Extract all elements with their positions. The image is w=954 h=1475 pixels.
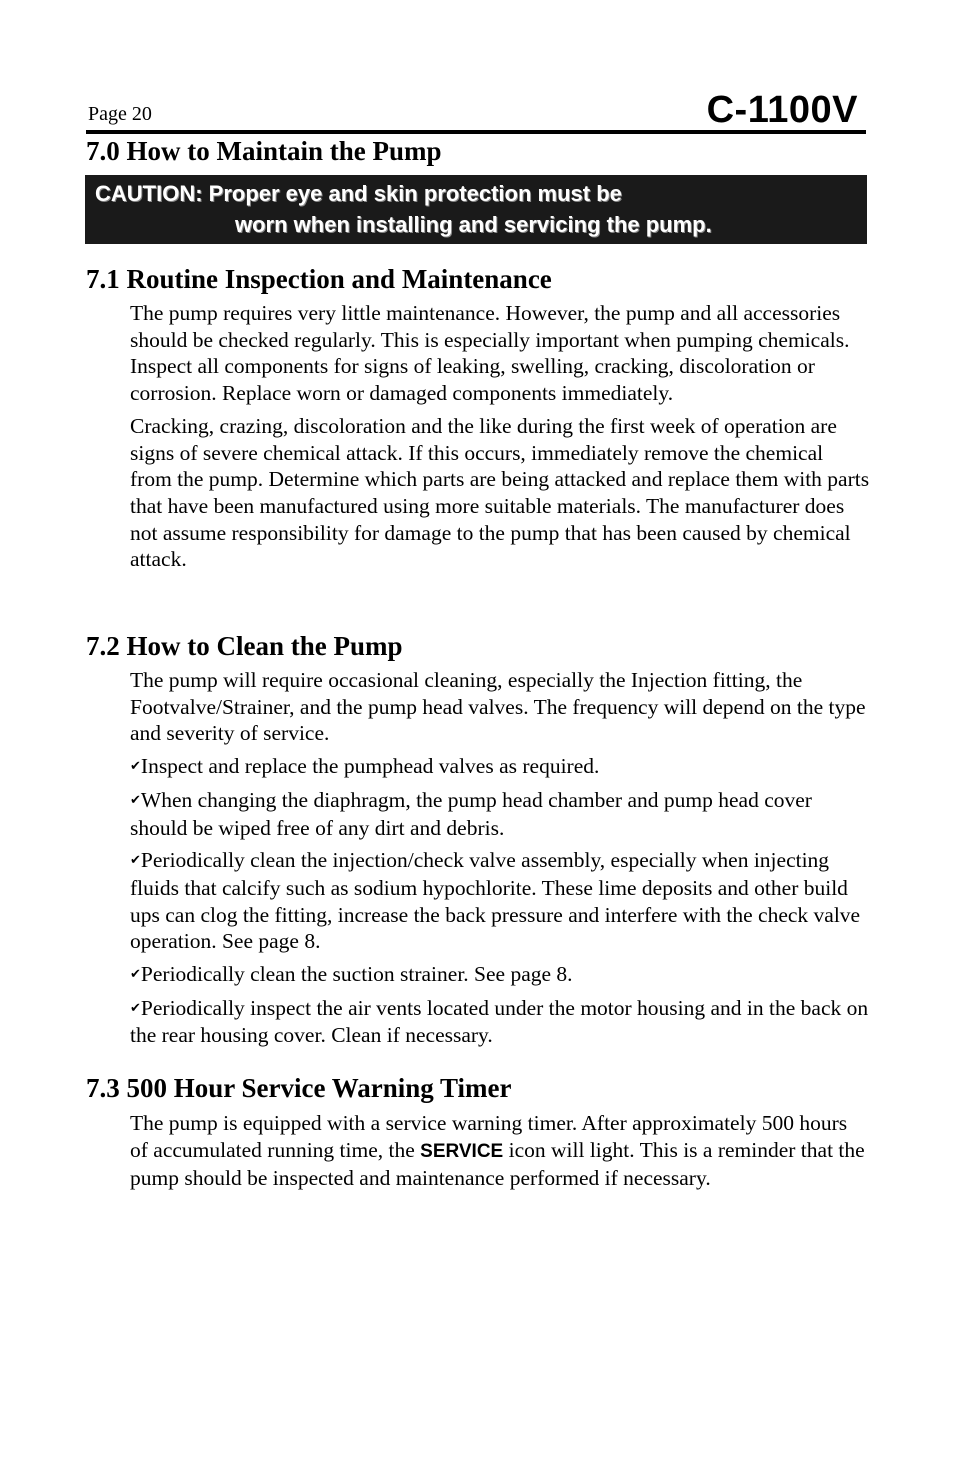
- paragraph: Cracking, crazing, discoloration and the like during the first week of operation are signs of severe chemical attack. If this occurs, immediately remove the chemical from the pump. Determine which parts are being attacked and replace them with parts that have been manufactured using more suitable materials. The manufacturer does not assume responsibility for damage to the pump that has been caused by chemical attack.: [130, 413, 870, 572]
- caution-line-1: CAUTION: Proper eye and skin protection must be: [95, 181, 622, 206]
- page-number: Page 20: [88, 103, 152, 125]
- list-item: ✔When changing the diaphragm, the pump head chamber and pump head cover should be wiped free of any dirt and debris.: [130, 787, 812, 840]
- section-7-1-title: 7.1 Routine Inspection and Maintenance: [86, 264, 552, 294]
- page-header: [86, 80, 866, 134]
- section-7-2-title: 7.2 How to Clean the Pump: [86, 631, 403, 661]
- caution-banner: [85, 175, 867, 244]
- check-icon: ✔: [130, 853, 141, 869]
- check-icon: ✔: [130, 759, 141, 775]
- caution-line-2: worn when installing and servicing the pump.: [235, 212, 712, 237]
- list-item: ✔Inspect and replace the pumphead valves as required.: [130, 754, 600, 779]
- check-icon: ✔: [130, 792, 141, 808]
- list-item: ✔Periodically clean the suction strainer. See page 8.: [130, 962, 573, 987]
- check-icon: ✔: [130, 1000, 141, 1016]
- service-label: SERVICE: [420, 1140, 504, 1162]
- section-7-2-body: [130, 667, 870, 1055]
- check-icon: ✔: [130, 967, 141, 983]
- paragraph: The pump is equipped with a service warning timer. After approximately 500 hours of accumulated running time, the SERVICE icon will light. This is a reminder that the pump should be inspected and maintenance performed if necessary.: [130, 1111, 865, 1191]
- paragraph: The pump requires very little maintenance. However, the pump and all accessories should be checked regularly. This is especially important when pumping chemicals. Inspect all components for signs of leaking, swelling, cracking, discoloration or corrosion. Replace worn or damaged components immediately.: [130, 301, 850, 406]
- section-7-1-body: [130, 300, 870, 579]
- paragraph: The pump will require occasional cleaning, especially the Injection fitting, the Footvalve/Strainer, and the pump head valves. The frequency will depend on the type and severity of service.: [130, 668, 866, 746]
- section-7-3-body: [130, 1110, 870, 1198]
- list-item: ✔Periodically clean the injection/check valve assembly, especially when injecting fluids that calcify such as sodium hypochlorite. These lime deposits and other build ups can clog the fitting, increase the back pressure and interfere with the check valve operation. See page 8.: [130, 848, 861, 954]
- section-7-0-title: 7.0 How to Maintain the Pump: [86, 136, 442, 166]
- model-number: C-1100V: [706, 89, 858, 131]
- section-7-3-title: 7.3 500 Hour Service Warning Timer: [86, 1073, 512, 1103]
- list-item: ✔Periodically inspect the air vents located under the motor housing and in the back on the rear housing cover. Clean if necessary.: [130, 995, 869, 1048]
